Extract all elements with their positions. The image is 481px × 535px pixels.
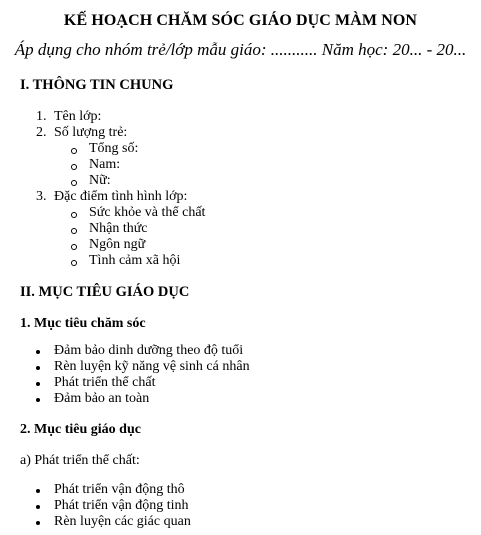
section-2-heading: II. MỤC TIÊU GIÁO DỤC	[20, 284, 190, 300]
list-item-label: Số lượng trẻ:	[54, 125, 128, 140]
document-subtitle: Áp dụng cho nhóm trẻ/lớp mẫu giáo: ........... Năm học: 20... - 20...	[14, 40, 467, 59]
list-item-trait: Nhận thức	[89, 221, 148, 236]
list-item-care: Đảm bảo an toàn	[54, 391, 150, 406]
circle-bullet-icon	[71, 228, 77, 234]
list-item-class-name	[36, 109, 101, 125]
physical-development-label: a) Phát triển thể chất:	[20, 453, 140, 468]
list-number: 2.	[36, 125, 47, 140]
list-item-trait: Sức khỏe và thể chất	[89, 205, 206, 220]
list-item-class-traits	[36, 189, 187, 205]
bullet-icon	[36, 489, 40, 493]
bullet-icon	[36, 521, 40, 525]
circle-bullet-icon	[71, 180, 77, 186]
circle-bullet-icon	[71, 260, 77, 266]
list-item-education: Rèn luyện các giác quan	[54, 514, 191, 529]
circle-bullet-icon	[71, 164, 77, 170]
circle-bullet-icon	[71, 212, 77, 218]
section-1-heading: I. THÔNG TIN CHUNG	[20, 77, 174, 93]
circle-bullet-icon	[71, 148, 77, 154]
bullet-icon	[36, 382, 40, 386]
bullet-icon	[36, 366, 40, 370]
list-item-care: Đảm bảo dinh dưỡng theo độ tuổi	[54, 343, 244, 358]
education-goals-heading: 2. Mục tiêu giáo dục	[20, 422, 141, 437]
document-title: KẾ HOẠCH CHĂM SÓC GIÁO DỤC MÀM NON	[63, 12, 418, 29]
list-item-label: Tên lớp:	[54, 109, 102, 124]
list-item-children-count	[36, 125, 127, 141]
list-item-care: Rèn luyện kỹ năng vệ sinh cá nhân	[54, 359, 250, 374]
bullet-icon	[36, 398, 40, 402]
bullet-icon	[36, 350, 40, 354]
list-item-care: Phát triển thể chất	[54, 375, 156, 390]
bullet-icon	[36, 505, 40, 509]
list-item-total: Tổng số:	[89, 141, 139, 156]
list-item-trait: Ngôn ngữ	[89, 237, 146, 252]
list-item-boys: Nam:	[89, 157, 121, 172]
circle-bullet-icon	[71, 244, 77, 250]
list-number: 1.	[36, 109, 47, 124]
list-item-trait: Tình cảm xã hội	[89, 253, 181, 268]
list-item-education: Phát triển vận động tinh	[54, 498, 189, 513]
list-item-education: Phát triển vận động thô	[54, 482, 185, 497]
list-item-label: Đặc điểm tình hình lớp:	[54, 189, 188, 204]
list-item-girls: Nữ:	[89, 173, 111, 188]
care-goals-heading: 1. Mục tiêu chăm sóc	[20, 316, 146, 331]
list-number: 3.	[36, 189, 47, 204]
